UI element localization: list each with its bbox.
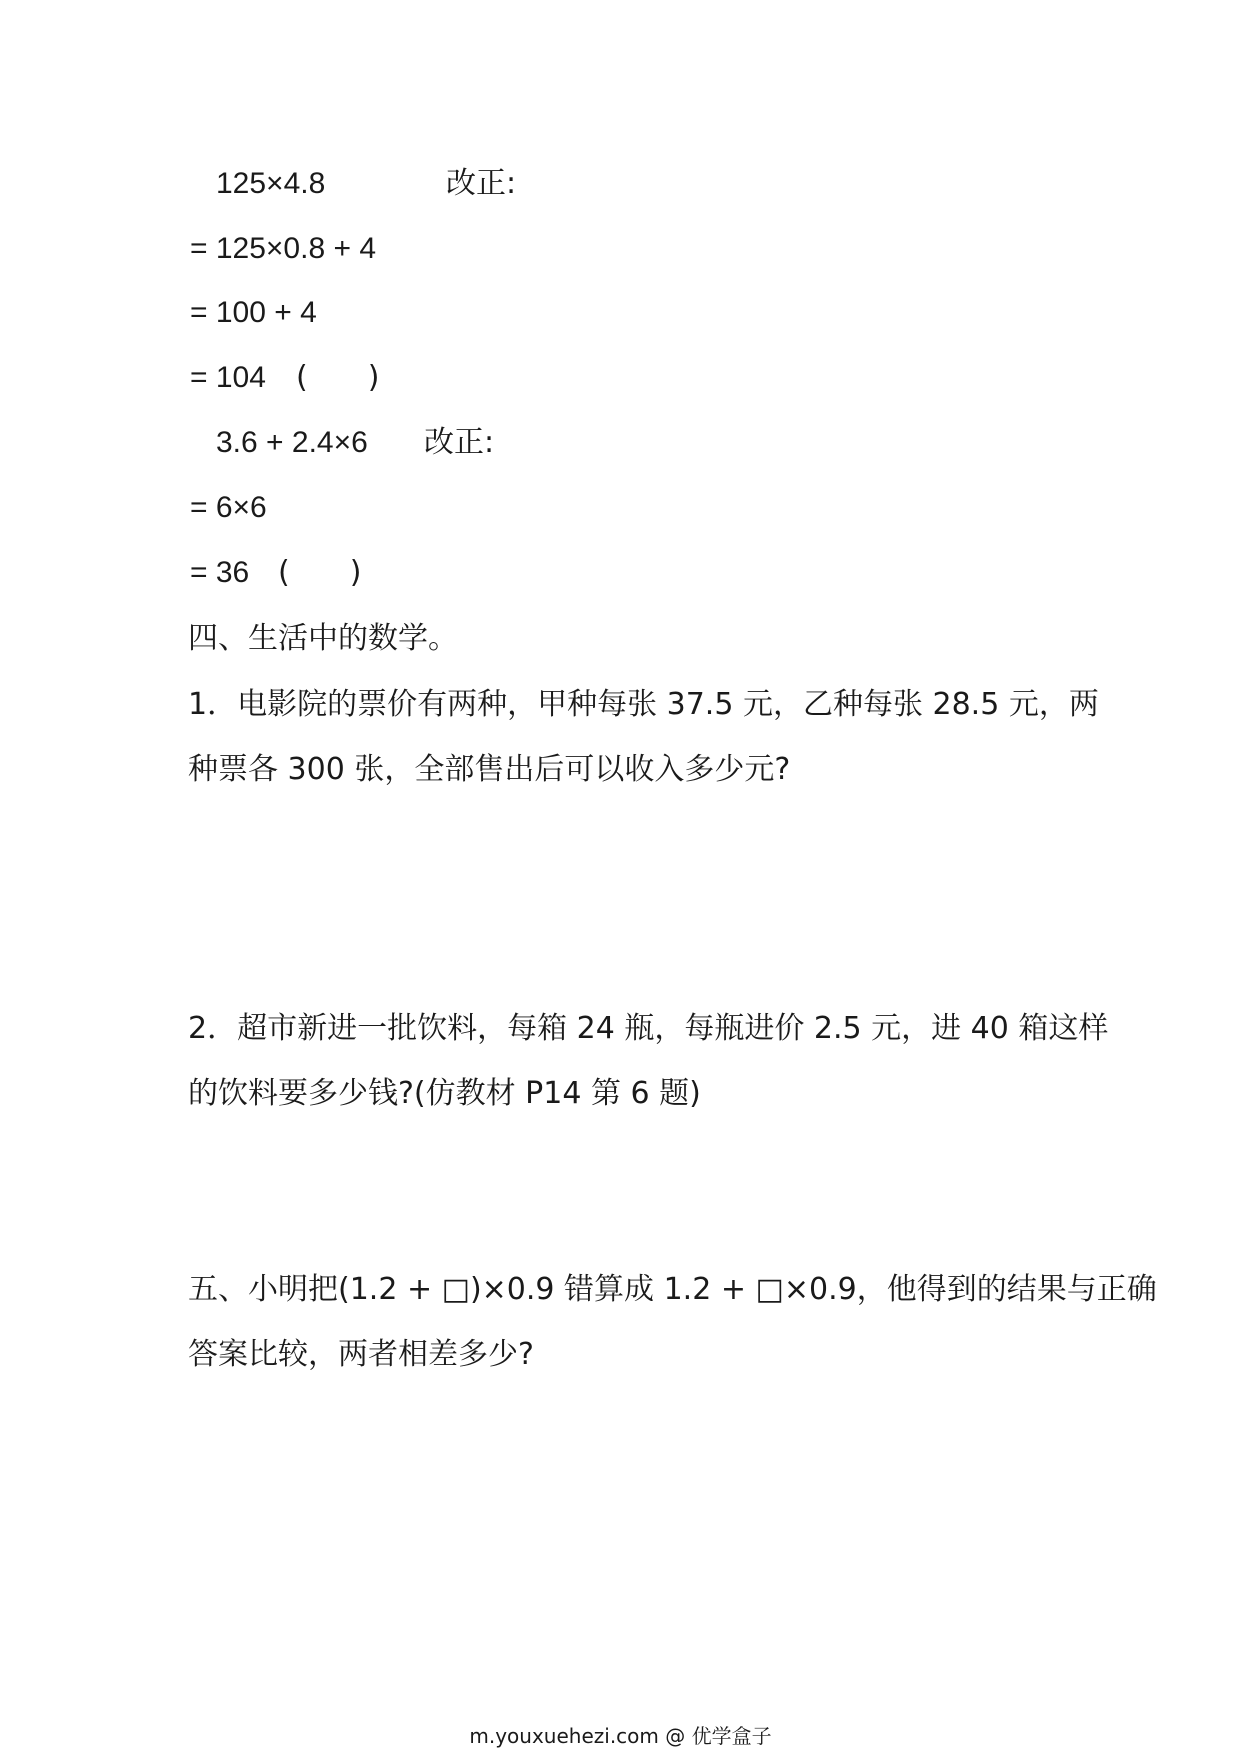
calc2-expression: 3.6 + 2.4×6 (216, 426, 368, 459)
section4-question2-line2: 的饮料要多少钱?(仿教材 P14 第 6 题) (188, 1076, 701, 1111)
calc1-fix-label: 改正: (446, 166, 517, 201)
calc1-step-3: = 104 (190, 361, 266, 394)
section4-question2-line1: 2．超市新进一批饮料，每箱 24 瓶，每瓶进价 2.5 元，进 40 箱这样 (188, 1011, 1109, 1046)
section4-question1-line2: 种票各 300 张，全部售出后可以收入多少元? (188, 752, 791, 787)
calc2-fix-label: 改正: (424, 425, 495, 460)
section5-line2: 答案比较，两者相差多少? (188, 1337, 534, 1372)
calc2-step-2: = 36 (190, 556, 250, 589)
calc1-step-1: = 125×0.8 + 4 (190, 232, 377, 265)
section5-line1: 五、小明把(1.2 + □)×0.9 错算成 1.2 + □×0.9，他得到的结果与正确 (188, 1272, 1157, 1307)
calc1-step-2: = 100 + 4 (190, 296, 317, 329)
calc1-judge-parens: ( ) (296, 360, 380, 395)
calc1-expression: 125×4.8 (216, 167, 326, 200)
section4-question1-line1: 1．电影院的票价有两种，甲种每张 37.5 元，乙种每张 28.5 元，两 (188, 687, 1099, 722)
calc2-step-1: = 6×6 (190, 491, 267, 524)
footer-watermark: m.youxuehezi.com @ 优学盒子 (469, 1724, 772, 1748)
section4-heading: 四、生活中的数学。 (188, 621, 458, 656)
calc2-judge-parens: ( ) (278, 555, 362, 590)
